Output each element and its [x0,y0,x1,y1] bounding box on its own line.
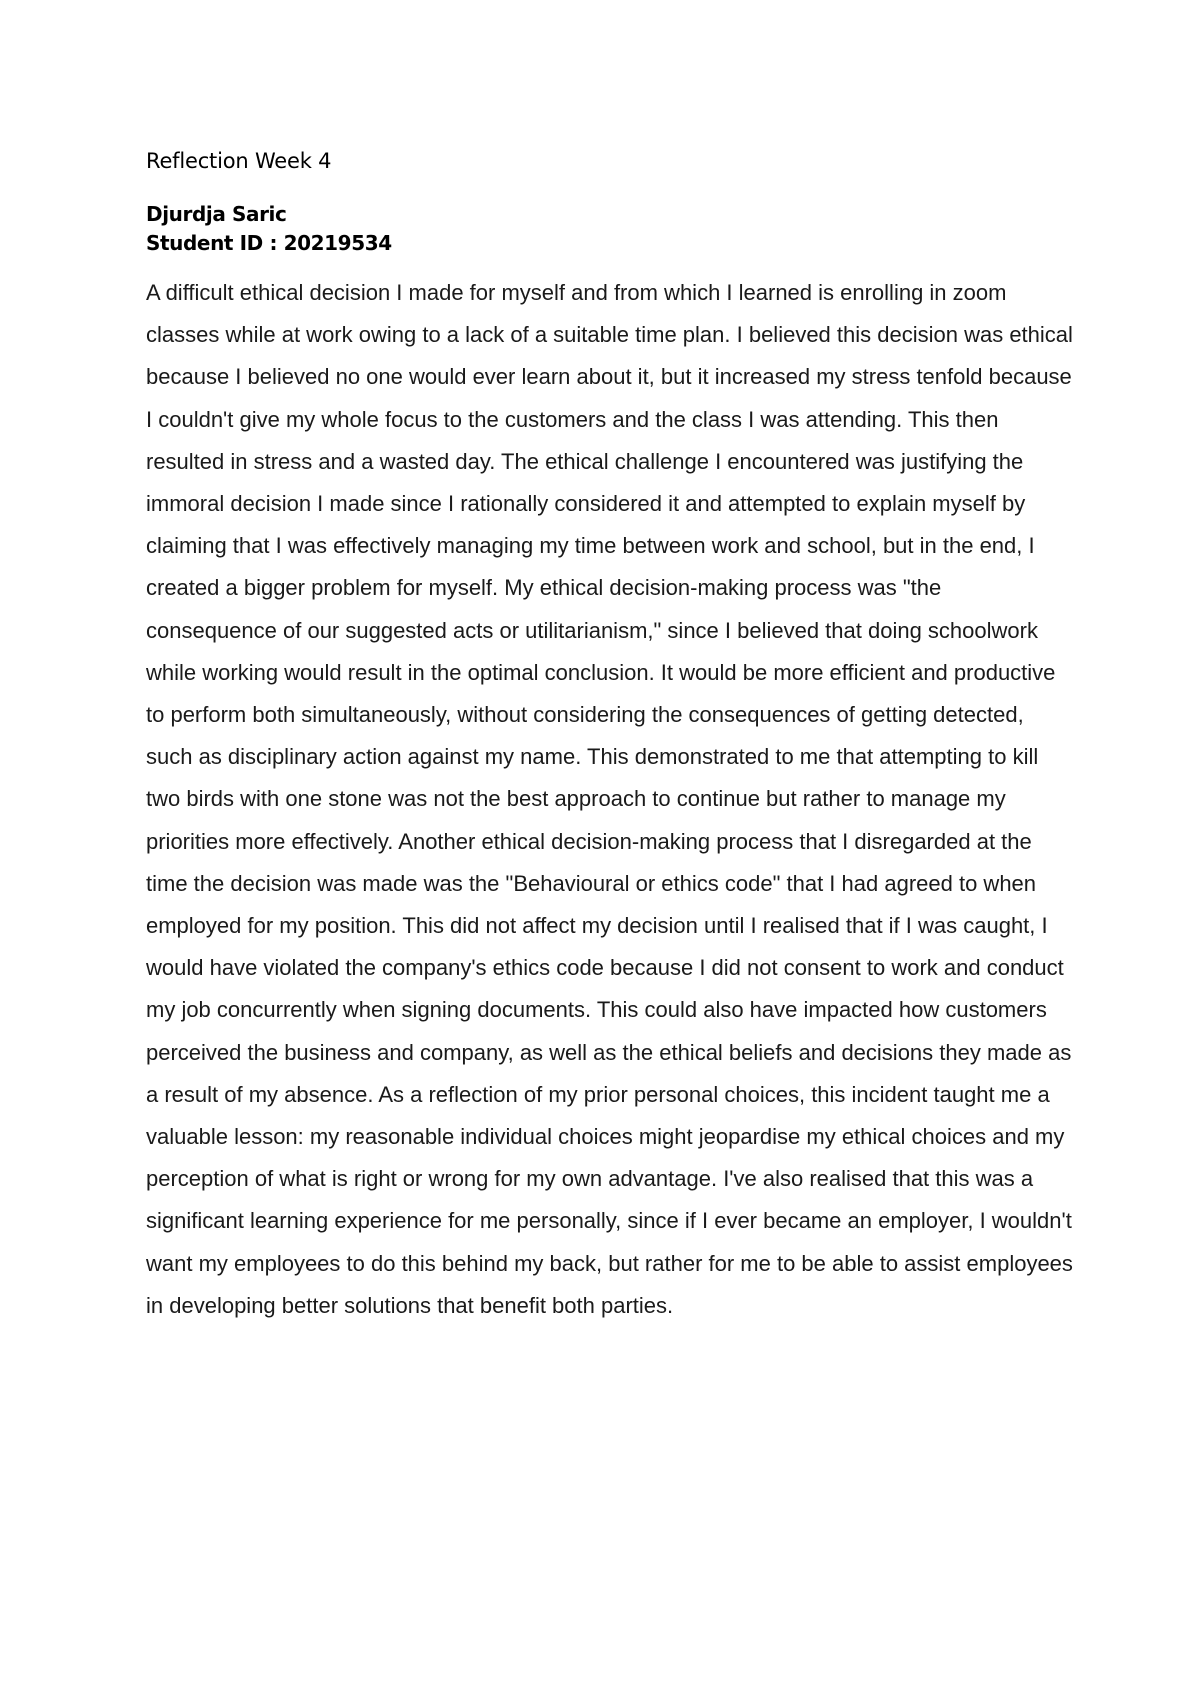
spacer [146,258,1076,272]
spacer [146,182,1076,200]
student-id: Student ID : 20219534 [146,231,392,255]
author-name: Djurdja Saric [146,202,287,226]
document-content [146,140,1076,1327]
document-title: Reflection Week 4 [146,149,332,173]
reflection-paragraph: A difficult ethical decision I made for myself and from which I learned is enrolling in zoom classes while at work owing to a lack of a suitable time plan. I believed this decision was ethical because I believed no one would ever learn about it, but it increased my stress tenfold because I couldn't give my whole focus to the customers and the class I was attending. This then resulted in stress and a wasted day. The ethical challenge I encountered was justifying the immoral decision I made since I rationally considered it and attempted to explain myself by claiming that I was effectively managing my time between work and school, but in the end, I created a bigger problem for myself. My ethical decision-making process was "the consequence of our suggested acts or utilitarianism," since I believed that doing schoolwork while working would result in the optimal conclusion. It would be more efficient and productive to perform both simultaneously, without considering the consequences of getting detected, such as disciplinary action against my name. This demonstrated to me that attempting to kill two birds with one stone was not the best approach to continue but rather to manage my priorities more effectively. Another ethical decision-making process that I disregarded at the time the decision was made was the "Behavioural or ethics code" that I had agreed to when employed for my position. This did not affect my decision until I realised that if I was caught, I would have violated the company's ethics code because I did not consent to work and conduct my job concurrently when signing documents. This could also have impacted how customers perceived the business and company, as well as the ethical beliefs and decisions they made as a result of my absence. As a reflection of my prior personal choices, this incident taught me a valuable lesson: my reasonable individual choices might jeopardise my ethical choices and my perception of what is right or wrong for my own advantage. I've also realised that this was a significant learning experience for me personally, since if I ever became an employer, I wouldn't want my employees to do this behind my back, but rather for me to be able to assist employees in developing better solutions that benefit both parties. [146,280,1073,1318]
